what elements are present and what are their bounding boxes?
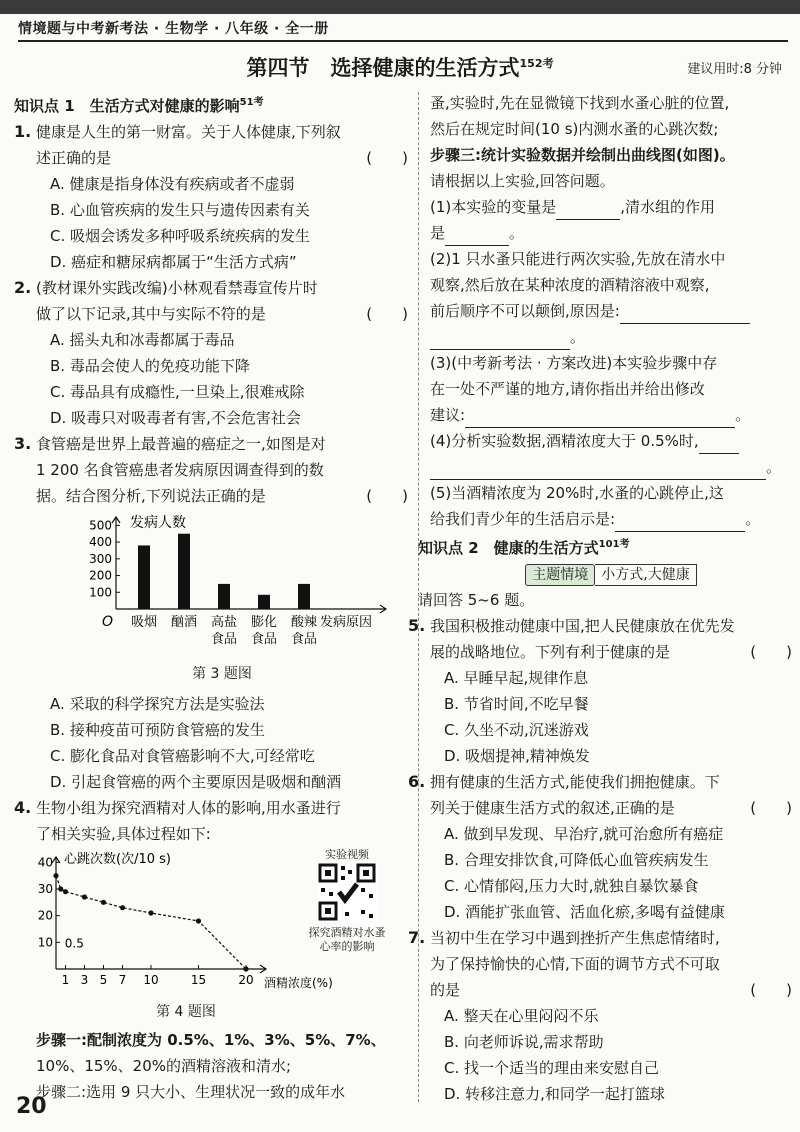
line-point-5 <box>120 905 125 910</box>
qr-video-block[interactable] <box>294 848 400 954</box>
bar-origin-label: O <box>102 614 114 630</box>
q7-option-a[interactable]: A. 整天在心里闷闷不乐 <box>444 1007 599 1025</box>
q7-number: 7. <box>408 928 426 947</box>
q1-answer-paren[interactable]: ( ) <box>366 149 408 167</box>
sub4-blank1[interactable] <box>699 435 739 454</box>
q7-option-d[interactable]: D. 转移注意力,和同学一起打篮球 <box>444 1085 665 1103</box>
sub1-blank2[interactable] <box>445 227 509 246</box>
line-point-0 <box>53 873 58 878</box>
sub5-line2 <box>430 506 792 532</box>
q2-option-d[interactable]: D. 吸毒只对吸毒者有害,不会危害社会 <box>50 409 301 427</box>
sub1-line2 <box>430 220 792 246</box>
line-xtick-label-6: 20 <box>238 973 254 987</box>
line-point-1 <box>58 886 63 891</box>
q6-option-d[interactable]: D. 酒能扩张血管、活血化瘀,多喝有益健康 <box>444 903 725 921</box>
bar-category-label-4-0: 酸辣 <box>290 615 318 630</box>
q3-line3: 据。结合图分析,下列说法正确的是 <box>36 487 266 505</box>
sub4-text-a: (4)分析实验数据,酒精浓度大于 0.5%时, <box>430 432 699 450</box>
q4-step2a: 步骤二:选用 9 只大小、生理状况一致的成年水 <box>36 1083 346 1101</box>
sub2-line1: (2)1 只水蚤只能进行两次实验,先放在清水中 <box>430 250 726 268</box>
q4-line1: 生物小组为探究酒精对人体的影响,用水蚤进行 <box>36 799 341 817</box>
question-3 <box>14 431 408 795</box>
sub5-text-b: 给我们青少年的生活启示是: <box>430 510 616 528</box>
q5-number: 5. <box>408 616 426 635</box>
qr-code-icon[interactable] <box>317 862 377 922</box>
q5-line2: 展的战略地位。下列有利于健康的是 <box>430 643 671 661</box>
q5-option-c[interactable]: C. 久坐不动,沉迷游戏 <box>444 721 589 739</box>
line-point-3 <box>82 894 87 899</box>
kp1-heading <box>14 90 408 119</box>
sub1-text-d: 。 <box>509 224 525 242</box>
line-xtick-label-1: 3 <box>80 973 89 987</box>
sub5-text-d: 。 <box>745 510 761 528</box>
r-line1: 蚤,实验时,先在显微镜下找到水蚤心脏的位置, <box>430 94 730 112</box>
time-hint: 建议用时:8 分钟 <box>687 62 782 77</box>
bar-0 <box>138 545 150 609</box>
sub3-blank[interactable] <box>465 409 735 428</box>
line-xtick-label-3: 7 <box>118 973 127 987</box>
bar-category-label-0-0: 吸烟 <box>130 615 158 630</box>
line-ytick-label-2: 30 <box>37 882 53 896</box>
question-5 <box>408 613 792 769</box>
sub5-blank[interactable] <box>615 513 745 532</box>
bar-2 <box>218 584 230 609</box>
sub2-line3 <box>430 298 792 324</box>
q3-number: 3. <box>14 434 32 453</box>
sub3-text-c: 建议: <box>430 406 466 424</box>
sub4-line1 <box>430 428 792 454</box>
question-1 <box>14 119 408 275</box>
kp1-sup: 51考 <box>239 97 264 108</box>
q1-number: 1. <box>14 122 32 141</box>
q7-answer-paren[interactable]: ( ) <box>750 981 792 999</box>
q3-line1: 食管癌是世界上最普遍的癌症之一,如图是对 <box>36 435 326 453</box>
kp2-sup: 101考 <box>598 539 630 550</box>
qr-top-label: 实验视频 <box>325 848 369 861</box>
question-2 <box>14 275 408 431</box>
q5-answer-paren[interactable]: ( ) <box>750 643 792 661</box>
sub4-line2 <box>430 454 792 480</box>
q2-option-a[interactable]: A. 摇头丸和冰毒都属于毒品 <box>50 331 235 349</box>
q6-option-b[interactable]: B. 合理安排饮食,可降低心血管疾病发生 <box>444 851 709 869</box>
q4-number: 4. <box>14 798 32 817</box>
bar-3 <box>258 595 270 609</box>
bar-category-label-3-0: 膨化 <box>250 615 278 630</box>
line-y-label: 心跳次数(次/10 s) <box>64 852 171 867</box>
section-title-text: 第四节 选择健康的生活方式 <box>246 56 520 80</box>
q1-line1: 健康是人生的第一财富。关于人体健康,下列叙 <box>36 123 341 141</box>
bar-category-label-1-0: 酗酒 <box>170 615 198 630</box>
q1-option-d[interactable]: D. 癌症和糖尿病都属于“生活方式病” <box>50 253 297 271</box>
intro-line: 请回答 5~6 题。 <box>418 591 535 609</box>
sub2-line2: 观察,然后放在某种浓度的酒精溶液中观察, <box>430 276 710 294</box>
q3-option-b[interactable]: B. 接种疫苗可预防食管癌的发生 <box>50 721 265 739</box>
r-line4: 请根据以上实验,回答问题。 <box>430 172 615 190</box>
bar-ytick-label-0: 100 <box>89 585 112 600</box>
q3-answer-paren[interactable]: ( ) <box>366 487 408 505</box>
q3-option-a[interactable]: A. 采取的科学探究方法是实验法 <box>50 695 265 713</box>
line-x-label: 酒精浓度(%) <box>264 976 333 990</box>
section-title <box>0 52 800 82</box>
q7-line2: 为了保持愉快的心情,下面的调节方式不可取 <box>430 955 720 973</box>
line-series <box>56 876 246 969</box>
theme-label: 主题情境 <box>525 564 595 586</box>
sub1-line1 <box>430 194 792 220</box>
line-annotation-label: 0.5 <box>64 936 84 951</box>
q2-line1: (教材课外实践改编)小林观看禁毒宣传片时 <box>36 279 318 297</box>
sub2-line4 <box>430 324 792 350</box>
q5-line1: 我国积极推动健康中国,把人民健康放在优先发 <box>430 617 735 635</box>
sub2-blank1[interactable] <box>620 305 750 324</box>
q7-option-c[interactable]: C. 找一个适当的理由来安慰自己 <box>444 1059 660 1077</box>
kp1-title: 知识点 1 生活方式对健康的影响 <box>14 97 240 115</box>
q6-line2: 列关于健康生活方式的叙述,正确的是 <box>430 799 675 817</box>
right-column <box>408 90 792 1107</box>
sub3-line1: (3)(中考新考法 · 方案改进)本实验步骤中存 <box>430 354 718 372</box>
kp2-heading <box>418 532 792 561</box>
sub1-text-a: (1)本实验的变量是 <box>430 198 557 216</box>
q7-line1: 当初中生在学习中遇到挫折产生焦虑情绪时, <box>430 929 720 947</box>
section-title-sup: 152考 <box>519 57 554 70</box>
bar-ytick-label-2: 300 <box>89 551 112 566</box>
q1-line2: 述正确的是 <box>36 149 112 167</box>
q2-answer-paren[interactable]: ( ) <box>366 305 408 323</box>
theme-text: 小方式,大健康 <box>595 564 696 586</box>
q6-answer-paren[interactable]: ( ) <box>750 799 792 817</box>
sub1-text-b: ,清水组的作用 <box>620 198 716 216</box>
line-point-7 <box>196 918 201 923</box>
line-chart <box>36 847 336 997</box>
sub5-line1: (5)当酒精浓度为 20%时,水蚤的心跳停止,这 <box>430 484 724 502</box>
q1-option-b[interactable]: B. 心血管疾病的发生只与遗传因素有关 <box>50 201 310 219</box>
q1-option-c[interactable]: C. 吸烟会诱发多种呼吸系统疾病的发生 <box>50 227 311 245</box>
q5-option-a[interactable]: A. 早睡早起,规律作息 <box>444 669 589 687</box>
book-header: 情境题与中考新考法 · 生物学 · 八年级 · 全一册 <box>18 21 329 37</box>
line-xtick-label-5: 15 <box>190 973 207 987</box>
top-scan-bar <box>0 0 800 14</box>
line-ytick-label-3: 40 <box>37 855 53 870</box>
bar-ytick-label-4: 500 <box>89 518 112 533</box>
line-point-2 <box>63 889 68 894</box>
sub1-blank1[interactable] <box>556 201 620 220</box>
q6-option-c[interactable]: C. 心情郁闷,压力大时,就独自暴饮暴食 <box>444 877 699 895</box>
page-number: 20 <box>16 1094 47 1119</box>
sub4-blank2[interactable] <box>430 461 766 480</box>
q3-line2: 1 200 名食管癌患者发病原因调查得到的数 <box>36 461 324 479</box>
q4-step1a: 步骤一:配制浓度为 0.5%、1%、3%、5%、7%、 <box>36 1031 386 1049</box>
theme-row <box>430 561 792 587</box>
bar-ytick-label-1: 200 <box>89 568 112 583</box>
bar-category-label-2-1: 食品 <box>210 632 238 647</box>
bar-category-label-4-1: 食品 <box>290 632 318 647</box>
line-xtick-label-0: 1 <box>61 973 70 987</box>
bar-ytick-label-3: 400 <box>89 535 112 550</box>
bar-x-label: 发病原因 <box>320 615 373 630</box>
q2-option-b[interactable]: B. 毒品会使人的免疫功能下降 <box>50 357 250 375</box>
line-ytick-label-0: 10 <box>37 935 53 950</box>
sub1-text-c: 是 <box>430 224 446 242</box>
q5-option-b[interactable]: B. 节省时间,不吃早餐 <box>444 695 589 713</box>
line-point-6 <box>148 910 153 915</box>
question-6 <box>408 769 792 925</box>
q7-line3: 的是 <box>430 981 461 999</box>
bar-category-label-2-0: 高盐 <box>210 615 238 630</box>
bar-4 <box>298 584 310 609</box>
sub3-line2: 在一处不严谨的地方,请你指出并给出修改 <box>430 380 705 398</box>
sub2-blank2[interactable] <box>430 331 570 350</box>
line-xtick-label-2: 5 <box>99 973 108 987</box>
line-point-4 <box>101 900 106 905</box>
r-line2: 然后在规定时间(10 s)内测水蚤的心跳次数; <box>430 120 719 138</box>
sub4-text-d: 。 <box>766 458 782 476</box>
q2-line2: 做了以下记录,其中与实际不符的是 <box>36 305 266 323</box>
line-xtick-label-4: 10 <box>143 973 159 987</box>
bar-chart <box>36 509 408 659</box>
q4-caption: 第 4 题图 <box>156 1004 216 1020</box>
q5-option-d[interactable]: D. 吸烟提神,精神焕发 <box>444 747 590 765</box>
q7-option-b[interactable]: B. 向老师诉说,需求帮助 <box>444 1033 604 1051</box>
q2-number: 2. <box>14 278 32 297</box>
q4-line2: 了相关实验,具体过程如下: <box>36 825 211 843</box>
header-rule <box>18 40 788 42</box>
sub3-line3 <box>430 402 792 428</box>
q4-step1b: 10%、15%、20%的酒精溶液和清水; <box>36 1057 292 1075</box>
bar-category-label-3-1: 食品 <box>250 632 278 647</box>
q2-option-c[interactable]: C. 毒品具有成瘾性,一旦染上,很难戒除 <box>50 383 305 401</box>
sub3-text-d: 。 <box>735 406 751 424</box>
q6-number: 6. <box>408 772 426 791</box>
line-ytick-label-1: 20 <box>37 908 53 923</box>
r-line3: 步骤三:统计实验数据并绘制出曲线图(如图)。 <box>430 146 735 164</box>
q6-line1: 拥有健康的生活方式,能使我们拥抱健康。下 <box>430 773 720 791</box>
q3-option-c[interactable]: C. 膨化食品对食管癌影响不大,可经常吃 <box>50 747 315 765</box>
line-point-8 <box>243 966 248 971</box>
kp2-title: 知识点 2 健康的生活方式 <box>418 539 599 557</box>
q3-option-d[interactable]: D. 引起食管癌的两个主要原因是吸烟和酗酒 <box>50 773 342 791</box>
bar-1 <box>178 534 190 609</box>
sub2-text-c: 前后顺序不可以颠倒,原因是: <box>430 302 620 320</box>
bar-y-label: 发病人数 <box>130 515 186 531</box>
q3-caption: 第 3 题图 <box>192 666 252 682</box>
sub2-text-d: 。 <box>570 328 586 346</box>
question-7 <box>408 925 792 1107</box>
q6-option-a[interactable]: A. 做到早发现、早治疗,就可治愈所有癌症 <box>444 825 724 843</box>
qr-bottom-label: 探究酒精对水蚤心率的影响 <box>308 926 386 953</box>
q1-option-a[interactable]: A. 健康是指身体没有疾病或者不虚弱 <box>50 175 295 193</box>
